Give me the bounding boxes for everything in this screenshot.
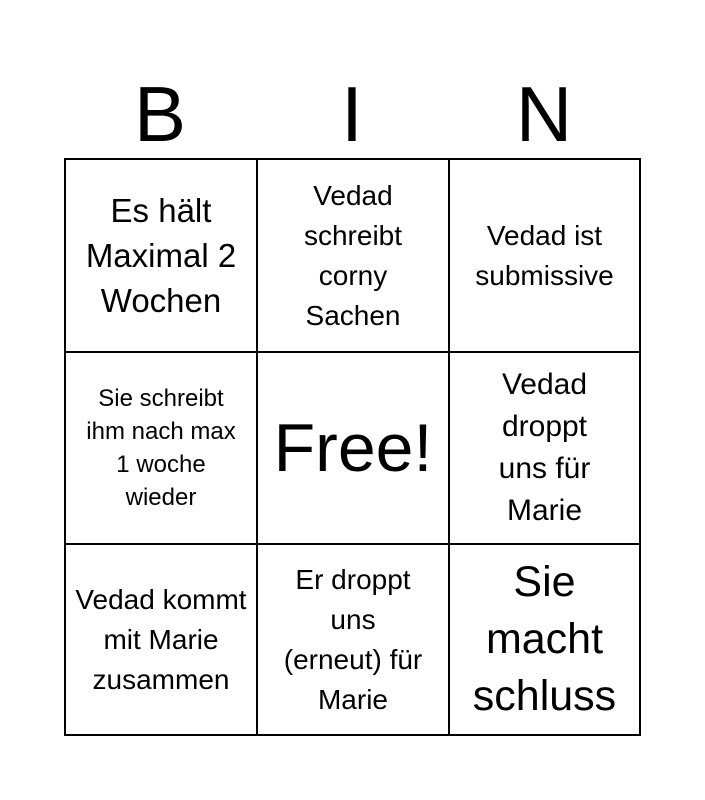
bingo-cell-9-text: Sie macht schluss [472, 558, 617, 720]
bingo-cell-4-text: Sie schreibt ihm nach max 1 woche wieder [86, 385, 236, 511]
bingo-board [64, 158, 641, 736]
bingo-cell-9 [450, 545, 639, 734]
bingo-cell-8 [258, 545, 450, 734]
bingo-cell-7 [66, 545, 258, 734]
header-letter-i: I [341, 70, 363, 158]
bingo-cell-8-text: Er droppt uns (erneut) für Marie [283, 563, 423, 715]
bingo-cell-2 [258, 160, 450, 353]
bingo-cell-1 [66, 160, 258, 353]
bingo-cell-3 [450, 160, 639, 353]
bingo-cell-4 [66, 353, 258, 545]
bingo-header [64, 70, 641, 158]
bingo-cell-7-text: Vedad kommt mit Marie zusammen [75, 583, 247, 695]
bingo-cell-6-text: Vedad droppt uns für Marie [498, 368, 591, 527]
bingo-cell-free [258, 353, 450, 545]
header-letter-n: N [515, 70, 573, 158]
bingo-cell-2-text: Vedad schreibt corny Sachen [303, 179, 403, 331]
bingo-cell-3-text: Vedad ist submissive [475, 219, 614, 291]
free-space-text: Free! [273, 410, 433, 486]
bingo-cell-1-text: Es hält Maximal 2 Wochen [85, 192, 237, 319]
bingo-cell-6 [450, 353, 639, 545]
header-letter-b: B [133, 70, 187, 158]
